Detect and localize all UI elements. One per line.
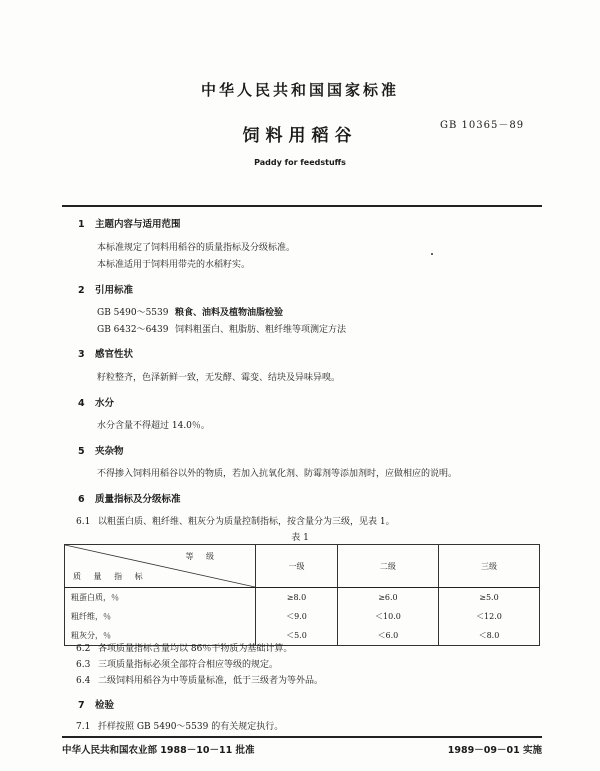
section-6-heading [78, 491, 181, 505]
clause-6-3 [76, 657, 278, 670]
header-rule [62, 205, 542, 207]
row-label: 粗纤维，％ [65, 607, 256, 626]
table-cell: ≥6.0 [337, 588, 438, 608]
section-5-para: 不得掺入饲料用稻谷以外的物质，若加入抗氧化剂、防霉剂等添加剂时，应做相应的说明。 [97, 469, 458, 479]
reference-name: 粮食、油料及植物油脂检验 [175, 308, 284, 318]
grade-header-2: 二级 [337, 545, 438, 588]
clause-text: 以粗蛋白质、粗纤维、粗灰分为质量控制指标，按含量分为三级，见表 1。 [98, 517, 395, 527]
english-title: Paddy for feedstuffs [254, 158, 346, 167]
section-1-para-1: 本标准规定了饲料用稻谷的质量指标及分级标准。 [97, 243, 296, 253]
section-3-heading [78, 346, 133, 360]
section-title: 夹杂物 [95, 446, 124, 457]
table-cell: ＜5.0 [256, 626, 338, 646]
table-cell: ≥5.0 [438, 588, 539, 608]
footer-rule [62, 736, 542, 738]
section-number: 2 [78, 285, 85, 296]
clause-number: 6.3 [76, 660, 91, 670]
speck [431, 253, 433, 255]
section-title: 引用标准 [95, 285, 134, 296]
section-title: 检验 [95, 700, 115, 711]
section-1-para-2: 本标准适用于饲料用带壳的水稻籽实。 [97, 260, 251, 270]
clause-7-1 [76, 719, 283, 732]
row-label: 粗蛋白质，％ [65, 588, 256, 608]
section-title: 水分 [95, 398, 115, 409]
section-5-heading [78, 443, 124, 457]
section-number: 7 [78, 700, 85, 711]
table-cell: ＜9.0 [256, 607, 338, 626]
approval-line: 中华人民共和国农业部 1988－10－11 批准 [62, 745, 255, 756]
clause-text: 扦样按照 GB 5490～5539 的有关规定执行。 [98, 722, 284, 732]
section-4-heading [78, 395, 114, 409]
clause-number: 6.4 [76, 676, 91, 686]
section-title: 感官性状 [95, 349, 134, 360]
clause-text: 三项质量指标必须全部符合相应等级的规定。 [98, 660, 279, 670]
reference-code: GB 5490～5539 [97, 308, 169, 318]
clause-number: 6.1 [76, 517, 91, 527]
section-1-heading [78, 216, 181, 230]
grade-header-3: 三级 [438, 545, 539, 588]
section-3-para: 籽粒整齐，色泽新鲜一致，无发酵、霉变、结块及异味异嗅。 [97, 373, 341, 383]
clause-text: 二级饲料用稻谷为中等质量标准，低于三级者为等外品。 [98, 676, 324, 686]
clause-number: 7.1 [76, 722, 91, 732]
section-7-heading [78, 697, 114, 711]
standard-code: GB 10365－89 [440, 120, 525, 131]
reference-2 [97, 322, 346, 335]
section-number: 1 [78, 219, 85, 230]
section-number: 5 [78, 446, 85, 457]
table-cell: ＜8.0 [438, 626, 539, 646]
grade-header-1: 一级 [256, 545, 338, 588]
clause-number: 6.2 [76, 644, 91, 654]
section-title: 主题内容与适用范围 [95, 219, 181, 230]
section-title: 质量指标及分级标准 [95, 494, 181, 505]
clause-text: 各项质量指标含量均以 86％干物质为基础计算。 [98, 644, 293, 654]
quality-table [64, 544, 540, 646]
section-4-para: 水分含量不得超过 14.0％。 [97, 421, 210, 431]
doc-title: 饲料用稻谷 [242, 126, 358, 146]
row-label: 粗灰分，％ [65, 626, 256, 646]
table-cell: ＜10.0 [337, 607, 438, 626]
table-row [65, 607, 540, 626]
standard-title: 中华人民共和国国家标准 [200, 81, 399, 99]
reference-name: 饲料粗蛋白、粗脂肪、粗纤维等项测定方法 [175, 325, 347, 335]
clause-6-4 [76, 673, 323, 686]
reference-code: GB 6432～6439 [97, 325, 169, 335]
reference-1 [97, 305, 283, 318]
table-cell: ＜12.0 [438, 607, 539, 626]
effective-date: 1989－09－01 实施 [447, 745, 542, 756]
clause-6-1 [76, 514, 395, 527]
header-grade-label: 等 级 [185, 552, 219, 561]
section-2-heading [78, 282, 133, 296]
section-number: 3 [78, 349, 85, 360]
table-corner-cell [65, 545, 256, 588]
table-cell: ≥8.0 [256, 588, 338, 608]
section-number: 6 [78, 494, 85, 505]
table-row [65, 588, 540, 608]
header-indicator-label: 质 量 指 标 [73, 572, 148, 581]
table-cell: ＜6.0 [337, 626, 438, 646]
clause-6-2 [76, 641, 292, 654]
section-number: 4 [78, 398, 85, 409]
table-header-row [65, 545, 540, 588]
table-caption: 表 1 [291, 533, 309, 543]
